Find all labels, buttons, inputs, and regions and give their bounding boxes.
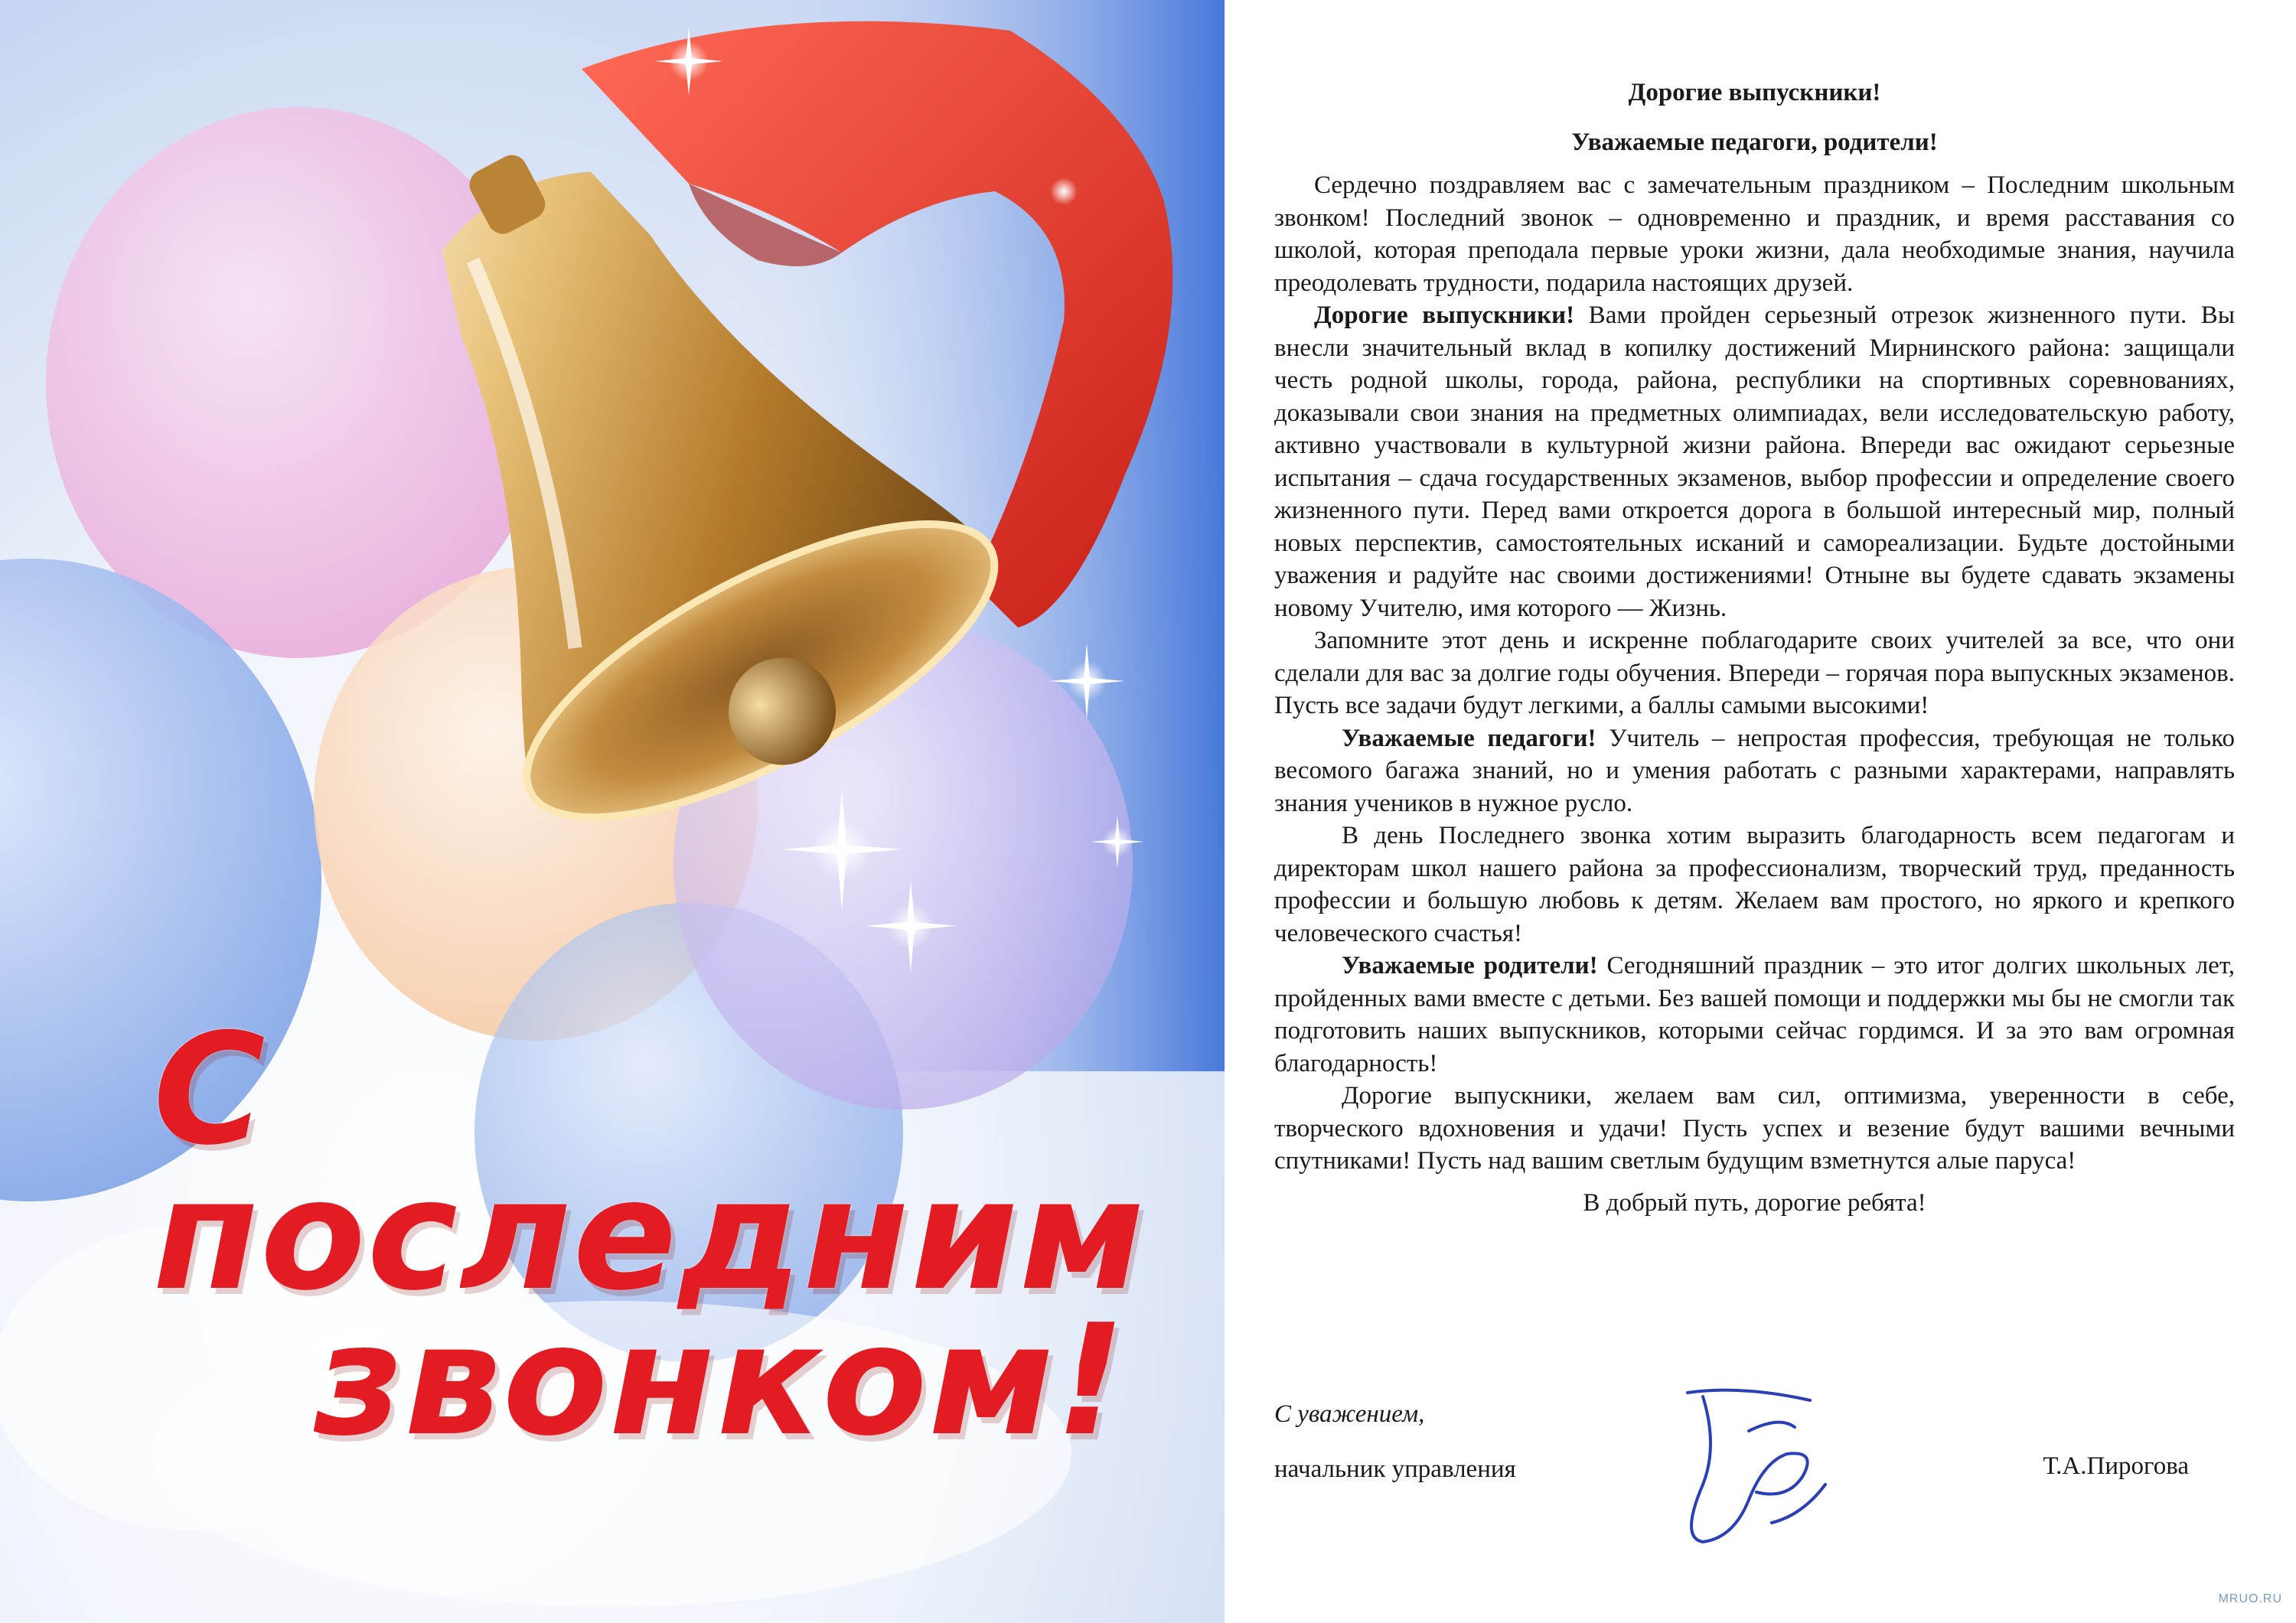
signer-name: Т.А.Пирогова <box>2043 1452 2189 1480</box>
signature-greeting: С уважением, <box>1274 1400 1425 1428</box>
letter-heading-teachers-parents: Уважаемые педагоги, родители! <box>1571 128 1938 156</box>
signer-position: начальник управления <box>1274 1455 1516 1483</box>
poster-title-line2: звонком! <box>314 1292 1127 1470</box>
letter-paragraph-7: Дорогие выпускники, желаем вам сил, оптимизма, уверенности в себе, творческого вдохновения и удачи! Пусть успех и везение будут вашими вечными спутниками! Пусть над вашим светлым будущим взметнутся алые паруса! <box>1274 1082 2235 1175</box>
letter-heading-graduates: Дорогие выпускники! <box>1628 79 1881 106</box>
poster-title <box>153 1001 1148 1470</box>
letter-paragraph-1: Сердечно поздравляем вас с замечательным праздником – Последним школьным звонком! Последний звонок – одновременно и праздник, и время расставания со школой, которая преподала первые уроки жизни, дала необходимые знания, научила преодолевать трудности, подарила настоящих друзей. <box>1274 171 2235 297</box>
paragraph-4-body: Учитель – непростая профессия, требующая не только весомого багажа знаний, но и умения работать с разными характерами, направлять знания учеников в нужное русло. <box>1274 724 2235 817</box>
letter-paragraph-6 <box>1274 950 2235 1080</box>
paragraph-2-lead: Дорогие выпускники! <box>1314 301 1575 329</box>
congratulation-letter <box>1274 77 2235 1219</box>
letter-paragraph-4 <box>1274 722 2235 820</box>
paragraph-4-lead: Уважаемые педагоги! <box>1342 724 1596 752</box>
site-watermark: MRUO.RU <box>2218 1592 2282 1605</box>
letter-paragraph-5: В день Последнего звонка хотим выразить благодарность всем педагогам и директорам школ нашего района за профессионализм, творческий труд, преданность профессии и большую любовь к детям. Желаем вам простого, но яркого и крепкого человеческого счастья! <box>1274 822 2235 947</box>
paragraph-2-body: Вами пройден серьезный отрезок жизненного пути. Вы внесли значительный вклад в копилку достижений Мирнинского района: защищали честь родной школы, города, района, республики на спортивных соревнованиях, доказывали свои знания на предметных олимпиадах, вели исследовательскую работу, активно участвовали в культурной жизни района. Впереди вас ожидают серьезные испытания – сдача государственных экзаменов, выбор профессии и определение своего жизненного пути. Перед вами откроется дорога в большой интересный мир, полный новых перспектив, самостоятельных исканий и самореализации. Будьте достойными уважения и радуйте нас своими достижениями! Отныне вы будете сдавать экзамены новому Учителю, имя которого — Жизнь. <box>1274 301 2235 622</box>
handwritten-signature <box>1672 1385 1841 1561</box>
paragraph-6-body: Сегодняшний праздник – это итог долгих школьных лет, пройденных вами вместе с детьми. Без вашей помощи и поддержки мы бы не смогли так подготовить наших выпускников, которыми сейчас гордимся. И за это вам огромная благодарность! <box>1274 952 2236 1077</box>
signature-block <box>1274 1385 2235 1561</box>
letter-paragraph-3: Запомните этот день и искренне поблагодарите своих учителей за все, что они сделали для вас за долгие годы обучения. Впереди – горячая пора выпускных экзаменов. Пусть все задачи будут легкими, а баллы самыми высокими! <box>1274 627 2235 719</box>
poster-title-line1: С последним <box>153 1001 1146 1325</box>
letter-farewell: В добрый путь, дорогие ребята! <box>1583 1188 1926 1217</box>
paragraph-6-lead: Уважаемые родители! <box>1342 952 1598 979</box>
letter-paragraph-2 <box>1274 299 2235 624</box>
